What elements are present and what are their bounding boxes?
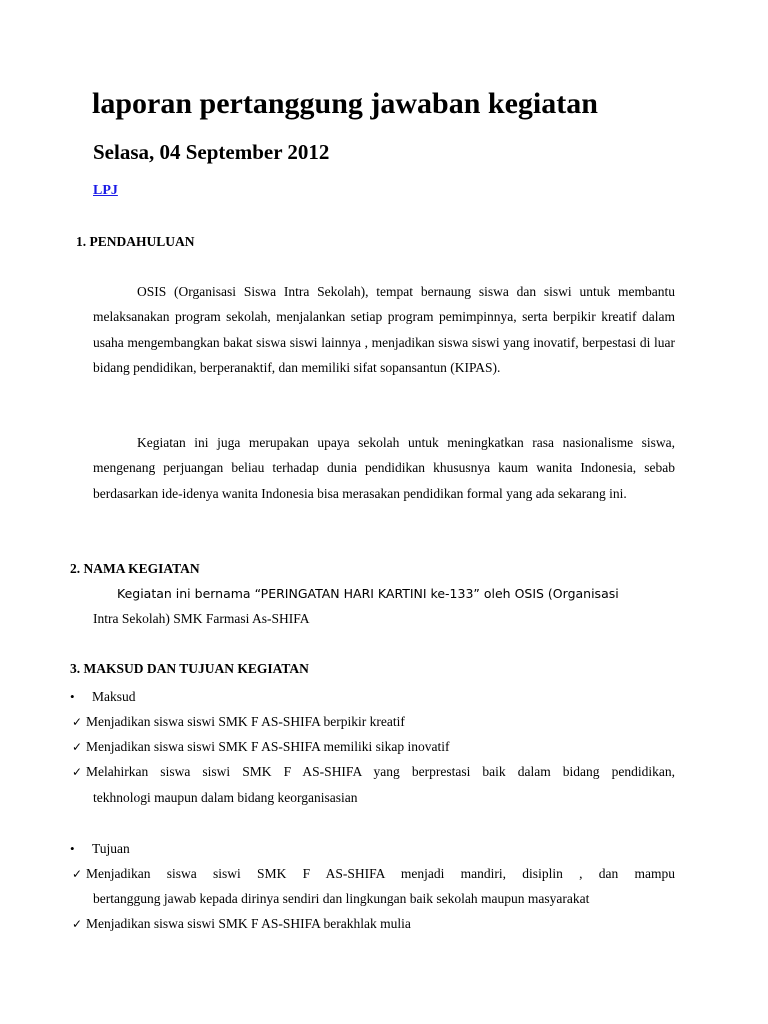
section-heading-nama-kegiatan: 2. NAMA KEGIATAN bbox=[70, 561, 200, 576]
checkmark-icon: ✓ bbox=[72, 740, 83, 754]
nama-kegiatan-line-2: Intra Sekolah) SMK Farmasi As-SHIFA bbox=[93, 611, 310, 626]
maksud-item bbox=[72, 738, 450, 756]
paragraph-osis bbox=[93, 279, 675, 380]
tujuan-item-text: Menjadikan siswa siswi SMK F AS-SHIFA berakhlak mulia bbox=[86, 916, 411, 931]
tujuan-label: Tujuan bbox=[92, 841, 130, 856]
checkmark-icon: ✓ bbox=[72, 867, 83, 881]
checkmark-icon: ✓ bbox=[72, 917, 83, 931]
maksud-item-text: Melahirkan siswa siswi SMK F AS-SHIFA yang berprestasi baik dalam bidang pendidikan, bbox=[86, 764, 675, 779]
maksud-item-text: Menjadikan siswa siswi SMK F AS-SHIFA berpikir kreatif bbox=[86, 714, 405, 729]
maksud-item-text: Menjadikan siswa siswi SMK F AS-SHIFA memiliki sikap inovatif bbox=[86, 739, 450, 754]
paragraph-kegiatan bbox=[93, 430, 675, 506]
bullet-icon: • bbox=[70, 689, 75, 704]
lpj-link[interactable]: LPJ bbox=[93, 183, 118, 198]
tujuan-item-text: Menjadikan siswa siswi SMK F AS-SHIFA menjadi mandiri, disiplin , dan mampu bbox=[86, 866, 675, 881]
section-heading-pendahuluan: 1. PENDAHULUAN bbox=[76, 234, 195, 249]
document-title: laporan pertanggung jawaban kegiatan bbox=[92, 87, 598, 120]
checkmark-icon: ✓ bbox=[72, 715, 83, 729]
tujuan-item bbox=[72, 865, 675, 883]
paragraph-kegiatan-text: Kegiatan ini juga merupakan upaya sekolah untuk meningkatkan rasa nasionalisme siswa, mengenang perjuangan beliau terhadap dunia pendidikan khususnya kaum wanita Indonesia, sebab berdasarkan ide-idenya wanita Indonesia bisa merasakan pendidikan formal yang ada sekarang ini. bbox=[93, 435, 675, 501]
maksud-item bbox=[72, 713, 405, 731]
section-heading-maksud-tujuan: 3. MAKSUD DAN TUJUAN KEGIATAN bbox=[70, 661, 309, 676]
checkmark-icon: ✓ bbox=[72, 765, 83, 779]
tujuan-item-continuation: bertanggung jawab kepada dirinya sendiri dan lingkungan baik sekolah maupun masyarakat bbox=[93, 891, 590, 906]
paragraph-osis-text: OSIS (Organisasi Siswa Intra Sekolah), tempat bernaung siswa dan siswi untuk membantu melaksanakan program sekolah, menjalankan setiap program pemimpinnya, serta berpikir kreatif dalam usaha mengembangkan bakat siswa siswi lainnya , menjadikan siswa siswi yang inovatif, berpestasi di luar bidang pendidikan, berperanaktif, dan memiliki sifat sopansantun (KIPAS). bbox=[93, 284, 675, 375]
tujuan-item bbox=[72, 915, 411, 933]
maksud-item bbox=[72, 763, 675, 781]
bullet-maksud bbox=[70, 688, 136, 706]
maksud-label: Maksud bbox=[92, 689, 136, 704]
nama-kegiatan-line-1: Kegiatan ini bernama “PERINGATAN HARI KARTINI ke-133” oleh OSIS (Organisasi bbox=[117, 586, 619, 601]
bullet-icon: • bbox=[70, 841, 75, 856]
post-date: Selasa, 04 September 2012 bbox=[93, 140, 330, 164]
bullet-tujuan bbox=[70, 840, 130, 858]
maksud-item-continuation: tekhnologi maupun dalam bidang keorganisasian bbox=[93, 790, 358, 805]
